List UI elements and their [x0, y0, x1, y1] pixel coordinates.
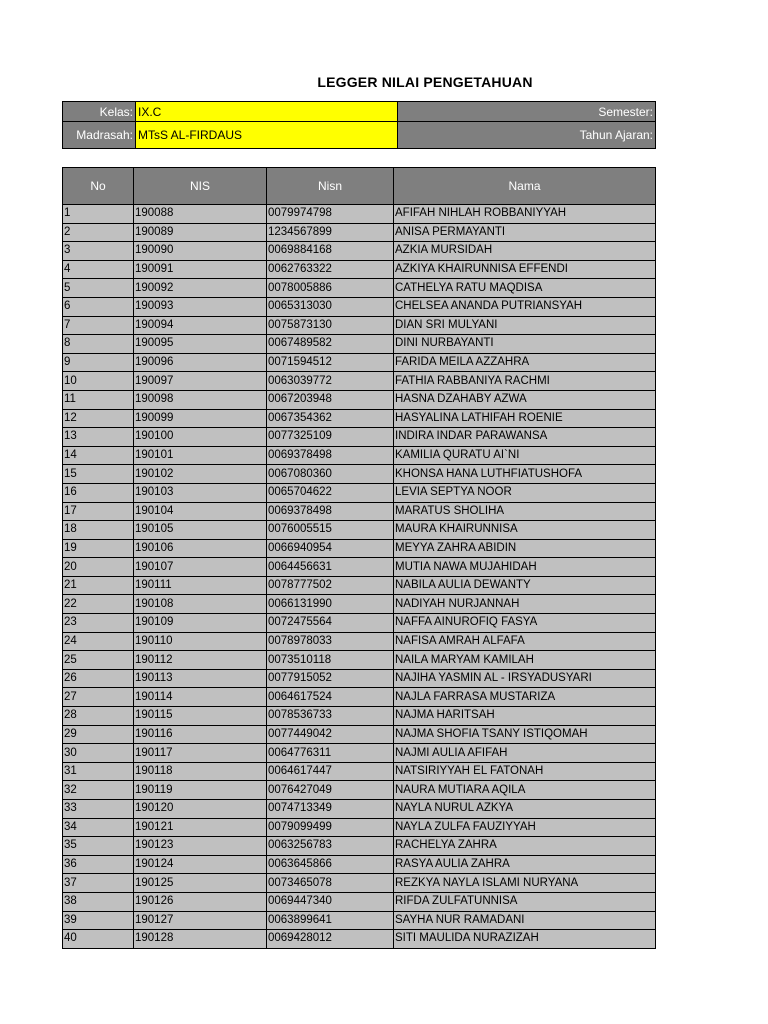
cell-nis[interactable]: 190117 [134, 744, 267, 763]
table-row [63, 595, 656, 614]
page-title: LEGGER NILAI PENGETAHUAN [317, 74, 533, 90]
cell-no[interactable]: 39 [63, 911, 134, 930]
cell-nis[interactable]: 190091 [134, 260, 267, 279]
table-row [63, 874, 656, 893]
cell-no[interactable]: 29 [63, 725, 134, 744]
info-row-madrasah [63, 122, 656, 149]
cell-no[interactable]: 21 [63, 576, 134, 595]
cell-nis[interactable]: 190095 [134, 335, 267, 354]
cell-no[interactable]: 40 [63, 930, 134, 949]
table-row [63, 669, 656, 688]
cell-nama[interactable]: DIAN SRI MULYANI [394, 316, 656, 335]
table-row [63, 744, 656, 763]
cell-nis[interactable]: 190128 [134, 930, 267, 949]
cell-no[interactable]: 1 [63, 205, 134, 224]
cell-nis[interactable]: 190092 [134, 279, 267, 298]
cell-nama[interactable]: ANISA PERMAYANTI [394, 223, 656, 242]
cell-nama[interactable]: MARATUS SHOLIHA [394, 502, 656, 521]
cell-nama[interactable]: HASYALINA LATHIFAH ROENIE [394, 409, 656, 428]
cell-nisn[interactable]: 0066940954 [267, 539, 394, 558]
cell-nama[interactable]: HASNA DZAHABY AZWA [394, 390, 656, 409]
cell-nisn[interactable]: 0077449042 [267, 725, 394, 744]
cell-nis[interactable]: 190102 [134, 465, 267, 484]
cell-nama[interactable]: NAJLA FARRASA MUSTARIZA [394, 688, 656, 707]
cell-nis[interactable]: 190097 [134, 372, 267, 391]
table-row [63, 688, 656, 707]
cell-nisn[interactable]: 0063256783 [267, 837, 394, 856]
cell-nisn[interactable]: 0079099499 [267, 818, 394, 837]
table-row [63, 911, 656, 930]
cell-nis[interactable]: 190108 [134, 595, 267, 614]
cell-nisn[interactable]: 0069428012 [267, 930, 394, 949]
cell-no[interactable]: 3 [63, 242, 134, 261]
cell-nis[interactable]: 190089 [134, 223, 267, 242]
cell-nama[interactable]: NABILA AULIA DEWANTY [394, 576, 656, 595]
cell-nama[interactable]: AZKIYA KHAIRUNNISA EFFENDI [394, 260, 656, 279]
cell-no[interactable]: 32 [63, 781, 134, 800]
cell-nama[interactable]: NAFISA AMRAH ALFAFA [394, 632, 656, 651]
cell-nisn[interactable]: 0078777502 [267, 576, 394, 595]
table-row [63, 409, 656, 428]
cell-nis[interactable]: 190099 [134, 409, 267, 428]
cell-nis[interactable]: 190103 [134, 483, 267, 502]
cell-nama[interactable]: DINI NURBAYANTI [394, 335, 656, 354]
table-row [63, 930, 656, 949]
cell-nisn[interactable]: 0063645866 [267, 855, 394, 874]
cell-nisn[interactable]: 0065704622 [267, 483, 394, 502]
cell-nis[interactable]: 190113 [134, 669, 267, 688]
cell-nisn[interactable]: 0064776311 [267, 744, 394, 763]
cell-no[interactable]: 4 [63, 260, 134, 279]
cell-no[interactable]: 31 [63, 762, 134, 781]
cell-no[interactable]: 16 [63, 483, 134, 502]
cell-nisn[interactable]: 0067489582 [267, 335, 394, 354]
cell-nama[interactable]: MAURA KHAIRUNNISA [394, 521, 656, 540]
cell-nisn[interactable]: 0062763322 [267, 260, 394, 279]
cell-nis[interactable]: 190090 [134, 242, 267, 261]
cell-nama[interactable]: NAJIHA YASMIN AL - IRSYADUSYARI [394, 669, 656, 688]
cell-nama[interactable]: CHELSEA ANANDA PUTRIANSYAH [394, 297, 656, 316]
table-row [63, 725, 656, 744]
cell-nisn[interactable]: 0073465078 [267, 874, 394, 893]
cell-nisn[interactable]: 0072475564 [267, 614, 394, 633]
table-row [63, 521, 656, 540]
table-row [63, 892, 656, 911]
table-row [63, 837, 656, 856]
cell-nis[interactable]: 190088 [134, 205, 267, 224]
cell-nis[interactable]: 190100 [134, 428, 267, 447]
cell-nisn[interactable]: 0069884168 [267, 242, 394, 261]
cell-nis[interactable]: 190114 [134, 688, 267, 707]
cell-nis[interactable]: 190118 [134, 762, 267, 781]
cell-nama[interactable]: FATHIA RABBANIYA RACHMI [394, 372, 656, 391]
cell-nama[interactable]: KHONSA HANA LUTHFIATUSHOFA [394, 465, 656, 484]
table-header-row [63, 168, 656, 205]
table-row [63, 781, 656, 800]
cell-nisn[interactable]: 0063039772 [267, 372, 394, 391]
cell-nis[interactable]: 190119 [134, 781, 267, 800]
cell-nis[interactable]: 190101 [134, 446, 267, 465]
cell-nisn[interactable]: 0077915052 [267, 669, 394, 688]
header-nisn[interactable]: Nisn [267, 168, 394, 205]
cell-nisn[interactable]: 0069447340 [267, 892, 394, 911]
cell-nama[interactable]: RASYA AULIA ZAHRA [394, 855, 656, 874]
cell-no[interactable]: 18 [63, 521, 134, 540]
table-row [63, 390, 656, 409]
cell-nisn[interactable]: 0067354362 [267, 409, 394, 428]
cell-no[interactable]: 15 [63, 465, 134, 484]
cell-nisn[interactable]: 0067080360 [267, 465, 394, 484]
table-row [63, 855, 656, 874]
cell-nisn[interactable]: 0078536733 [267, 707, 394, 726]
table-row [63, 576, 656, 595]
cell-nisn[interactable]: 0075873130 [267, 316, 394, 335]
cell-no[interactable]: 17 [63, 502, 134, 521]
table-row [63, 428, 656, 447]
cell-nama[interactable]: AFIFAH NIHLAH ROBBANIYYAH [394, 205, 656, 224]
tahun-ajaran-label: Tahun Ajaran: [398, 122, 656, 149]
cell-no[interactable]: 34 [63, 818, 134, 837]
cell-nisn[interactable]: 0073510118 [267, 651, 394, 670]
cell-nama[interactable]: INDIRA INDAR PARAWANSA [394, 428, 656, 447]
cell-nis[interactable]: 190098 [134, 390, 267, 409]
header-nis[interactable]: NIS [134, 168, 267, 205]
cell-nis[interactable]: 190093 [134, 297, 267, 316]
cell-nis[interactable]: 190126 [134, 892, 267, 911]
cell-nisn[interactable]: 0077325109 [267, 428, 394, 447]
cell-nisn[interactable]: 0064456631 [267, 558, 394, 577]
cell-nisn[interactable]: 1234567899 [267, 223, 394, 242]
cell-nisn[interactable]: 0071594512 [267, 353, 394, 372]
cell-nis[interactable]: 190120 [134, 800, 267, 819]
table-row [63, 279, 656, 298]
cell-nis[interactable]: 190124 [134, 855, 267, 874]
semester-label: Semester: [398, 102, 656, 122]
cell-no[interactable]: 9 [63, 353, 134, 372]
cell-no[interactable]: 27 [63, 688, 134, 707]
cell-nama[interactable]: NAFFA AINUROFIQ FASYA [394, 614, 656, 633]
table-row [63, 502, 656, 521]
cell-nama[interactable]: REZKYA NAYLA ISLAMI NURYANA [394, 874, 656, 893]
cell-no[interactable]: 11 [63, 390, 134, 409]
madrasah-value[interactable]: MTsS AL-FIRDAUS [136, 122, 398, 149]
cell-nis[interactable]: 190125 [134, 874, 267, 893]
cell-nama[interactable]: NATSIRIYYAH EL FATONAH [394, 762, 656, 781]
cell-nama[interactable]: CATHELYA RATU MAQDISA [394, 279, 656, 298]
cell-no[interactable]: 8 [63, 335, 134, 354]
cell-nama[interactable]: FARIDA MEILA AZZAHRA [394, 353, 656, 372]
cell-no[interactable]: 26 [63, 669, 134, 688]
table-row [63, 539, 656, 558]
cell-nama[interactable]: NAURA MUTIARA AQILA [394, 781, 656, 800]
table-row [63, 614, 656, 633]
cell-nis[interactable]: 190104 [134, 502, 267, 521]
cell-no[interactable]: 36 [63, 855, 134, 874]
cell-no[interactable]: 33 [63, 800, 134, 819]
cell-nama[interactable]: NAYLA NURUL AZKYA [394, 800, 656, 819]
cell-nis[interactable]: 190094 [134, 316, 267, 335]
cell-nis[interactable]: 190107 [134, 558, 267, 577]
cell-nis[interactable]: 190127 [134, 911, 267, 930]
cell-nisn[interactable]: 0064617447 [267, 762, 394, 781]
cell-nisn[interactable]: 0076427049 [267, 781, 394, 800]
cell-nama[interactable]: LEVIA SEPTYA NOOR [394, 483, 656, 502]
kelas-value[interactable]: IX.C [136, 102, 398, 122]
table-row [63, 335, 656, 354]
cell-nisn[interactable]: 0065313030 [267, 297, 394, 316]
table-row [63, 465, 656, 484]
cell-nama[interactable]: SITI MAULIDA NURAZIZAH [394, 930, 656, 949]
table-row [63, 651, 656, 670]
cell-nis[interactable]: 190112 [134, 651, 267, 670]
table-row [63, 242, 656, 261]
cell-nama[interactable]: SAYHA NUR RAMADANI [394, 911, 656, 930]
cell-nis[interactable]: 190109 [134, 614, 267, 633]
cell-nis[interactable]: 190123 [134, 837, 267, 856]
info-row-kelas [63, 102, 656, 122]
cell-nama[interactable]: KAMILIA QURATU AI`NI [394, 446, 656, 465]
table-row [63, 353, 656, 372]
cell-nama[interactable]: NAILA MARYAM KAMILAH [394, 651, 656, 670]
cell-nisn[interactable]: 0076005515 [267, 521, 394, 540]
cell-nis[interactable]: 190111 [134, 576, 267, 595]
cell-nisn[interactable]: 0066131990 [267, 595, 394, 614]
cell-nama[interactable]: NAJMA SHOFIA TSANY ISTIQOMAH [394, 725, 656, 744]
cell-nisn[interactable]: 0064617524 [267, 688, 394, 707]
table-row [63, 446, 656, 465]
cell-nisn[interactable]: 0069378498 [267, 446, 394, 465]
cell-nama[interactable]: NAJMA HARITSAH [394, 707, 656, 726]
cell-nisn[interactable]: 0074713349 [267, 800, 394, 819]
cell-no[interactable]: 24 [63, 632, 134, 651]
table-row [63, 632, 656, 651]
cell-no[interactable]: 28 [63, 707, 134, 726]
cell-nisn[interactable]: 0079974798 [267, 205, 394, 224]
cell-no[interactable]: 35 [63, 837, 134, 856]
cell-no[interactable]: 14 [63, 446, 134, 465]
table-row [63, 707, 656, 726]
cell-no[interactable]: 5 [63, 279, 134, 298]
cell-no[interactable]: 13 [63, 428, 134, 447]
table-row [63, 205, 656, 224]
cell-no[interactable]: 23 [63, 614, 134, 633]
cell-nama[interactable]: NAJMI AULIA AFIFAH [394, 744, 656, 763]
kelas-label: Kelas: [63, 102, 136, 122]
cell-no[interactable]: 12 [63, 409, 134, 428]
cell-nis[interactable]: 190106 [134, 539, 267, 558]
cell-no[interactable]: 37 [63, 874, 134, 893]
cell-no[interactable]: 19 [63, 539, 134, 558]
cell-nama[interactable]: RACHELYA ZAHRA [394, 837, 656, 856]
table-row [63, 762, 656, 781]
cell-nisn[interactable]: 0078005886 [267, 279, 394, 298]
cell-nisn[interactable]: 0069378498 [267, 502, 394, 521]
cell-no[interactable]: 30 [63, 744, 134, 763]
cell-nama[interactable]: NADIYAH NURJANNAH [394, 595, 656, 614]
cell-no[interactable]: 10 [63, 372, 134, 391]
madrasah-label: Madrasah: [63, 122, 136, 149]
cell-no[interactable]: 38 [63, 892, 134, 911]
header-no[interactable]: No [63, 168, 134, 205]
cell-nisn[interactable]: 0067203948 [267, 390, 394, 409]
cell-nis[interactable]: 190115 [134, 707, 267, 726]
table-row [63, 316, 656, 335]
cell-no[interactable]: 6 [63, 297, 134, 316]
cell-nis[interactable]: 190096 [134, 353, 267, 372]
table-row [63, 818, 656, 837]
cell-no[interactable]: 2 [63, 223, 134, 242]
cell-nis[interactable]: 190116 [134, 725, 267, 744]
cell-nama[interactable]: RIFDA ZULFATUNNISA [394, 892, 656, 911]
cell-no[interactable]: 25 [63, 651, 134, 670]
table-row [63, 223, 656, 242]
cell-nama[interactable]: MEYYA ZAHRA ABIDIN [394, 539, 656, 558]
cell-nis[interactable]: 190110 [134, 632, 267, 651]
cell-nisn[interactable]: 0078978033 [267, 632, 394, 651]
table-row [63, 800, 656, 819]
cell-nis[interactable]: 190121 [134, 818, 267, 837]
cell-nama[interactable]: NAYLA ZULFA FAUZIYYAH [394, 818, 656, 837]
cell-nama[interactable]: AZKIA MURSIDAH [394, 242, 656, 261]
header-nama[interactable]: Nama [394, 168, 656, 205]
table-row [63, 558, 656, 577]
cell-nisn[interactable]: 0063899641 [267, 911, 394, 930]
table-row [63, 260, 656, 279]
cell-nis[interactable]: 190105 [134, 521, 267, 540]
cell-no[interactable]: 7 [63, 316, 134, 335]
grades-table [62, 167, 656, 949]
info-table [62, 101, 656, 149]
table-row [63, 297, 656, 316]
table-row [63, 483, 656, 502]
cell-nama[interactable]: MUTIA NAWA MUJAHIDAH [394, 558, 656, 577]
cell-no[interactable]: 20 [63, 558, 134, 577]
table-row [63, 372, 656, 391]
cell-no[interactable]: 22 [63, 595, 134, 614]
